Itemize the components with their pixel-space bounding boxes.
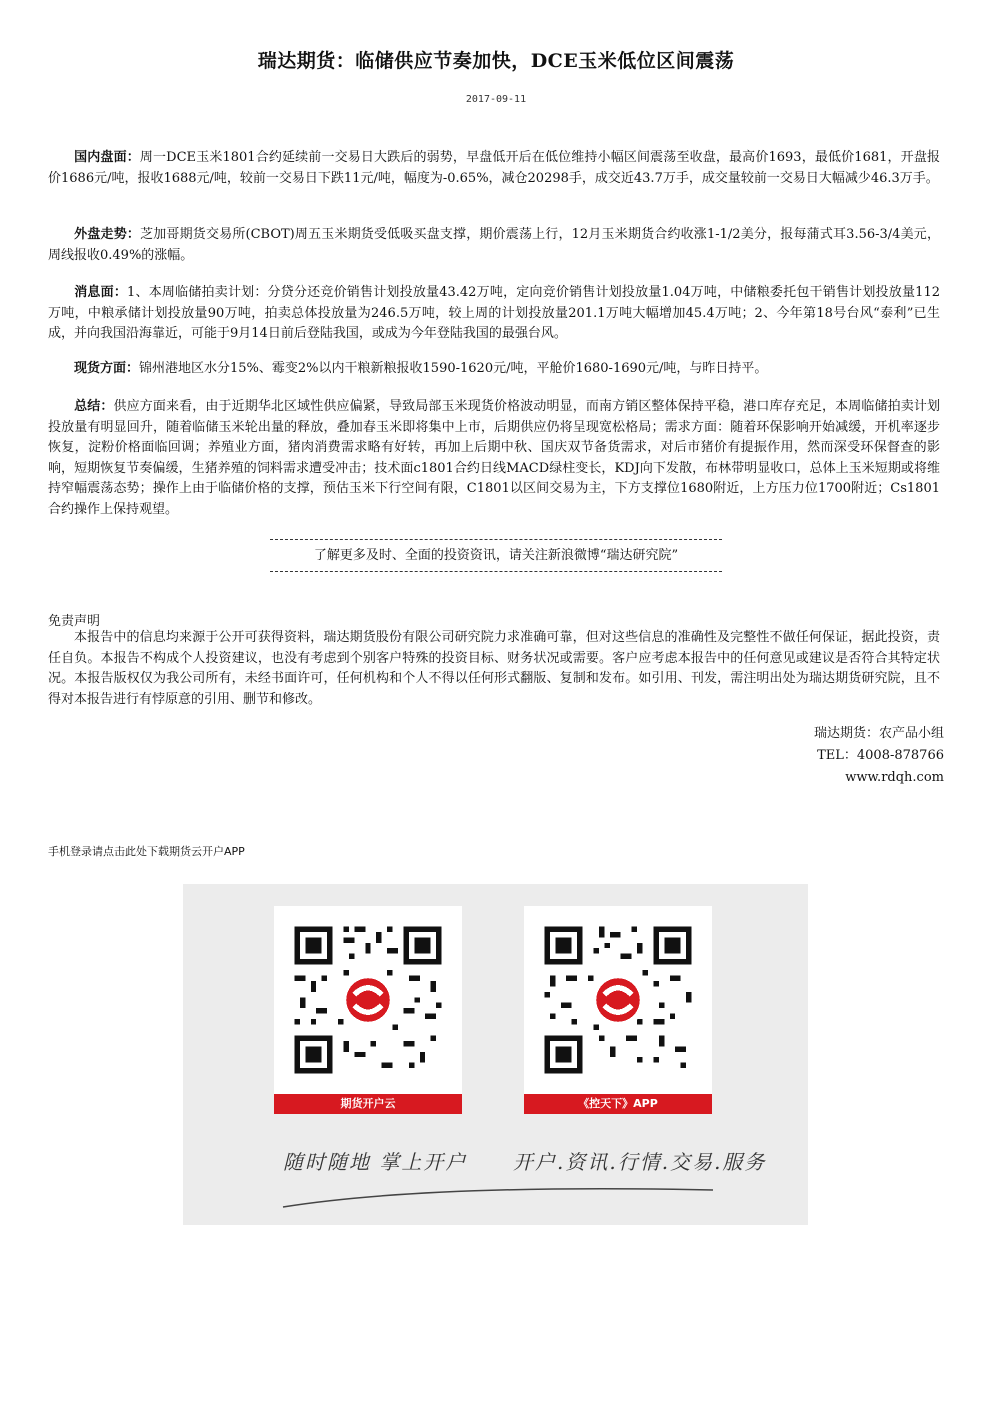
foreign-paragraph bbox=[48, 225, 940, 266]
spot-label: 现货方面： bbox=[74, 361, 140, 376]
summary-text: 供应方面来看，由于近期华北区域性供应偏紧，导致局部玉米现货价格波动明显，而南方销区整体保持平稳，港口库存充足，本周临储拍卖计划投放量有明显回升，随着临储玉米轮出量的释放，叠加春玉米即将集中上市，后期供应仍将呈现宽松格局；需求方面：随着环保影响开始减缓，开机率逐步恢复，淀粉价格面临回调；养殖业方面，猪肉消费需求略有好转，再加上后期中秋、国庆双节备货需求，对后市猪价有提振作用，然而深受环保督查的影响，短期恢复节奏偏缓，生猪养殖的饲料需求遭受冲击；技术面c1801合约日线MACD绿柱变长，KDJ向下发散，布林带明显收口，总体上玉米短期或将维持窄幅震荡态势；操作上由于临储价格的支撑，预估玉米下行空间有限，C1801以区间交易为主，下方支撑位1680附近，上方压力位1700附近；Cs1801合约操作上保持观望。 bbox=[48, 399, 940, 517]
summary-paragraph bbox=[48, 397, 940, 520]
news-label: 消息面： bbox=[74, 285, 128, 300]
news-paragraph bbox=[48, 283, 940, 345]
disclaimer-title: 免责声明 bbox=[48, 614, 101, 629]
news-text: 1、本周临储拍卖计划：分贷分还竞价销售计划投放量43.42万吨，定向竞价销售计划投放量1.04万吨，中储粮委托包干销售计划投放量112万吨，中粮承储计划投放量90万吨，拍卖总体投放量为246.5万吨，较上周的计划投放量201.1万吨大幅增加45.4万吨；2、今年第18号台风“泰利”已生成，并向我国沿海靠近，可能于9月14日前后登陆我国，或成为今年登陆我国的最强台风。 bbox=[48, 285, 940, 341]
report-date: 2017-09-11 bbox=[465, 94, 527, 105]
qr1-caption: 期货开户云 bbox=[274, 1094, 462, 1114]
report-title: 瑞达期货：临储供应节奏加快，DCE玉米低位区间震荡 bbox=[257, 50, 735, 72]
follow-block bbox=[270, 533, 722, 578]
qr-card-futures-cloud[interactable] bbox=[274, 906, 462, 1114]
foreign-label: 外盘走势： bbox=[74, 227, 141, 242]
disclaimer-text: 本报告中的信息均来源于公开可获得资料，瑞达期货股份有限公司研究院力求准确可靠，但对这些信息的准确性及完整性不做任何保证，据此投资，责任自负。本报告不构成个人投资建议，也没有考虑到个别客户特殊的投资目标、财务状况或需要。客户应考虑本报告中的任何意见或建议是否符合其特定状况。本报告版权仅为我公司所有，未经书面许可，任何机构和个人不得以任何形式翻版、复制和发布。如引用、刊发，需注明出处为瑞达期货研究院，且不得对本报告进行有悖原意的引用、删节和修改。 bbox=[48, 630, 940, 707]
dashed-divider-top bbox=[270, 539, 722, 540]
summary-label: 总结： bbox=[74, 399, 114, 414]
signature-tel: TEL：4008-878766 bbox=[817, 748, 944, 763]
domestic-paragraph bbox=[48, 148, 940, 189]
foreign-text: 芝加哥期货交易所(CBOT)周五玉米期货受低吸买盘支撑，期价震荡上行，12月玉米期货合约收涨1-1/2美分，报每蒲式耳3.56-3/4美元，周线报收0.49%的涨幅。 bbox=[48, 227, 940, 263]
signature-team: 瑞达期货：农产品小组 bbox=[813, 726, 944, 741]
qr-card-kongtianxia[interactable] bbox=[524, 906, 712, 1114]
qr-code-icon[interactable] bbox=[524, 906, 712, 1094]
domestic-text: 周一DCE玉米1801合约延续前一交易日大跌后的弱势，早盘低开后在低位维持小幅区间震荡至收盘，最高价1693，最低价1681，开盘报价1686元/吨，报收1688元/吨，较前一交易日下跌11元/吨，幅度为-0.65%，减仓20298手，成交近43.7万手，成交量较前一交易日大幅减少46.3万手。 bbox=[48, 150, 940, 186]
app-download-link[interactable]: 手机登录请点击此处下载期货云开户APP bbox=[48, 845, 245, 858]
dashed-divider-bottom bbox=[270, 571, 722, 572]
follow-text: 了解更多及时、全面的投资资讯，请关注新浪微博“瑞达研究院” bbox=[313, 548, 679, 563]
spot-paragraph bbox=[48, 359, 940, 380]
signature-web[interactable]: www.rdqh.com bbox=[845, 770, 944, 785]
signature-block bbox=[814, 723, 944, 789]
slogan-left: 随时随地 掌上开户 bbox=[283, 1150, 468, 1174]
slogan-right: 开户.资讯.行情.交易.服务 bbox=[513, 1150, 767, 1174]
swoosh-decoration-icon bbox=[278, 1182, 718, 1212]
qr2-caption: 《控天下》APP bbox=[524, 1094, 712, 1114]
app-promo-banner bbox=[183, 884, 808, 1225]
domestic-label: 国内盘面： bbox=[74, 150, 140, 165]
qr-code-icon[interactable] bbox=[274, 906, 462, 1094]
spot-text: 锦州港地区水分15%、霉变2%以内干粮新粮报收1590-1620元/吨，平舱价1680-1690元/吨，与昨日持平。 bbox=[139, 361, 768, 376]
